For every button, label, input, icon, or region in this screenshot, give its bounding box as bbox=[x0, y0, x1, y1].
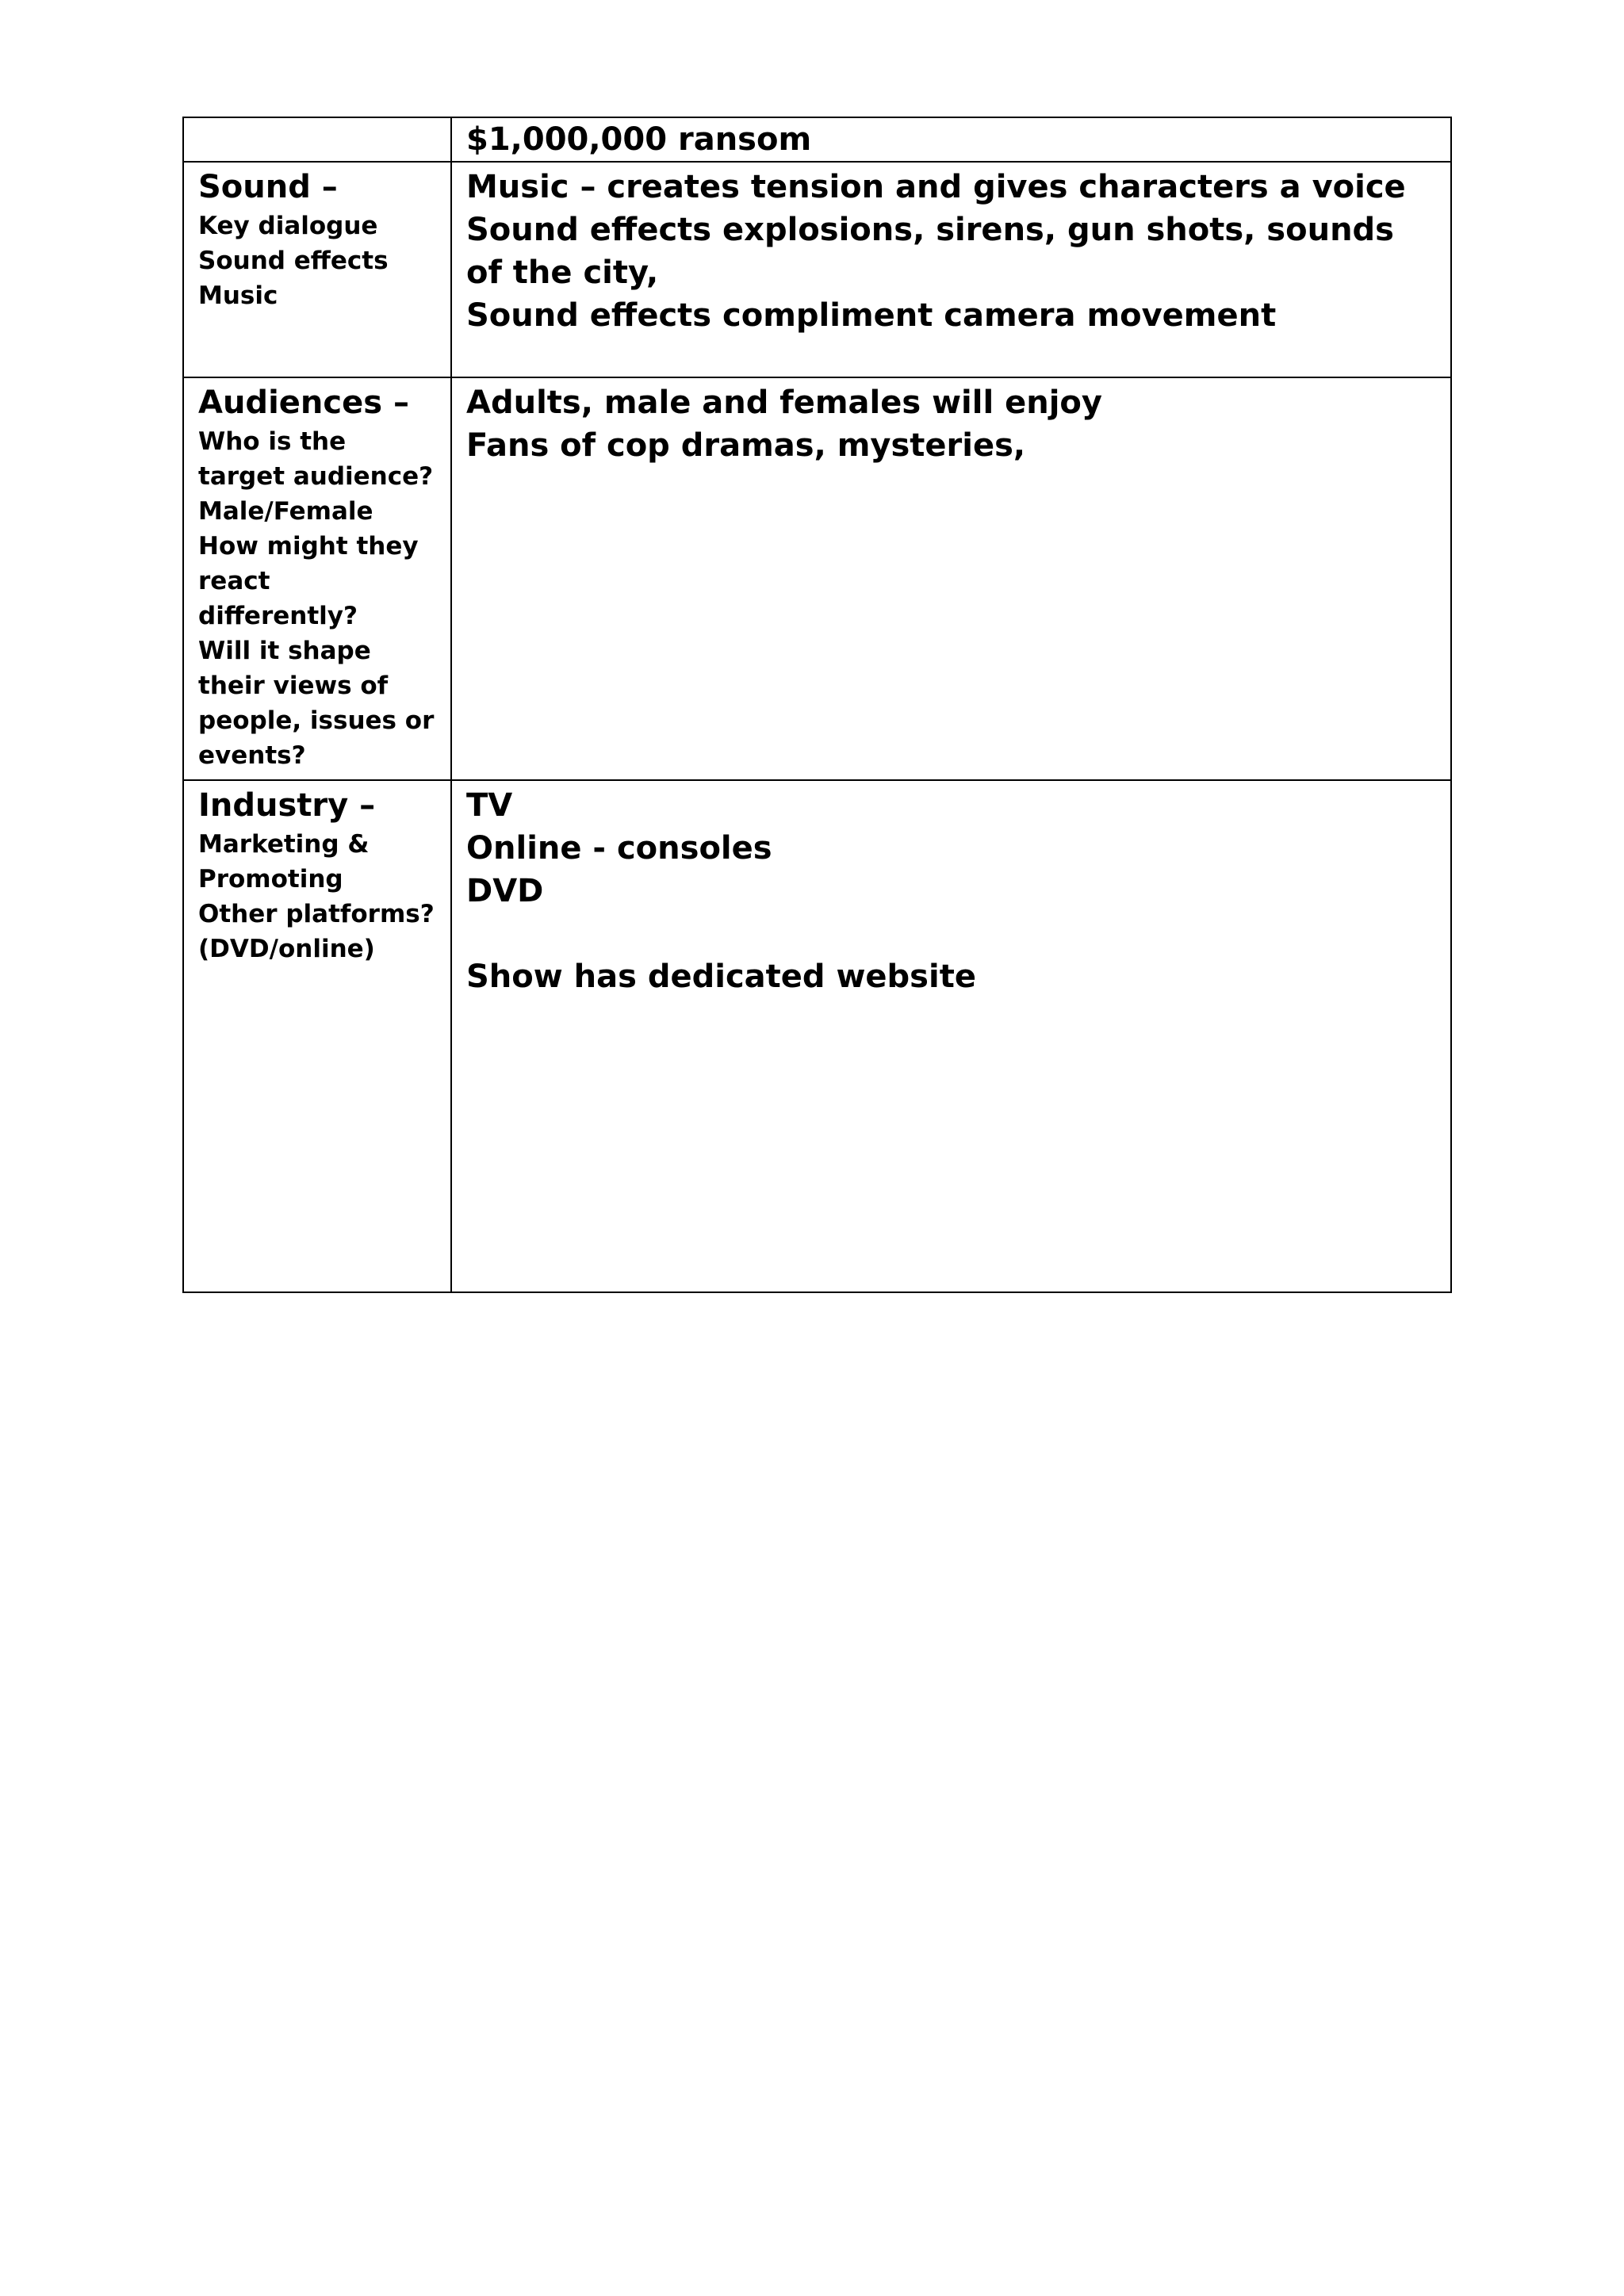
content-line: Adults, male and females will enjoy bbox=[466, 385, 1102, 421]
content-line: $1,000,000 ransom bbox=[466, 121, 812, 158]
table-row-audiences bbox=[183, 377, 1451, 780]
table-row-sound bbox=[183, 162, 1451, 377]
content-cell bbox=[451, 162, 1451, 377]
content-line: Fans of cop dramas, mysteries, bbox=[466, 427, 1026, 464]
category-cell bbox=[183, 377, 451, 780]
category-subitem: How might they react differently? bbox=[198, 532, 419, 630]
category-subitem: (DVD/online) bbox=[198, 935, 375, 963]
table-row-industry bbox=[183, 780, 1451, 1292]
table-row bbox=[183, 117, 1451, 162]
content-line: Music – creates tension and gives characters a voice bbox=[466, 169, 1406, 205]
content-line: TV bbox=[466, 787, 513, 824]
category-subitem: Male/Female bbox=[198, 497, 373, 526]
category-subitem: Key dialogue bbox=[198, 212, 378, 240]
content-cell bbox=[451, 377, 1451, 780]
notes-table bbox=[182, 117, 1452, 1293]
content-line: Show has dedicated website bbox=[466, 959, 976, 995]
content-line: Sound effects compliment camera movement bbox=[466, 297, 1277, 334]
content-cell bbox=[451, 117, 1451, 162]
category-subitem: Sound effects bbox=[198, 247, 389, 275]
content-line: Sound effects explosions, sirens, gun shots, sounds of the city, bbox=[466, 212, 1394, 291]
category-subitem: Marketing & Promoting bbox=[198, 830, 370, 894]
content-line: Online - consoles bbox=[466, 830, 772, 867]
category-cell-empty bbox=[183, 117, 451, 162]
content-cell bbox=[451, 780, 1451, 1292]
category-subitem: Who is the target audience? bbox=[198, 427, 434, 491]
category-cell bbox=[183, 780, 451, 1292]
category-heading: Sound – bbox=[198, 169, 338, 205]
category-subitem: Will it shape their views of people, issues or events? bbox=[198, 637, 435, 770]
category-cell bbox=[183, 162, 451, 377]
category-subitem: Other platforms? bbox=[198, 900, 435, 928]
category-heading: Audiences – bbox=[198, 385, 409, 421]
content-line-blank bbox=[466, 913, 1436, 955]
content-line: DVD bbox=[466, 873, 544, 909]
category-subitem: Music bbox=[198, 281, 278, 310]
category-heading: Industry – bbox=[198, 787, 376, 824]
